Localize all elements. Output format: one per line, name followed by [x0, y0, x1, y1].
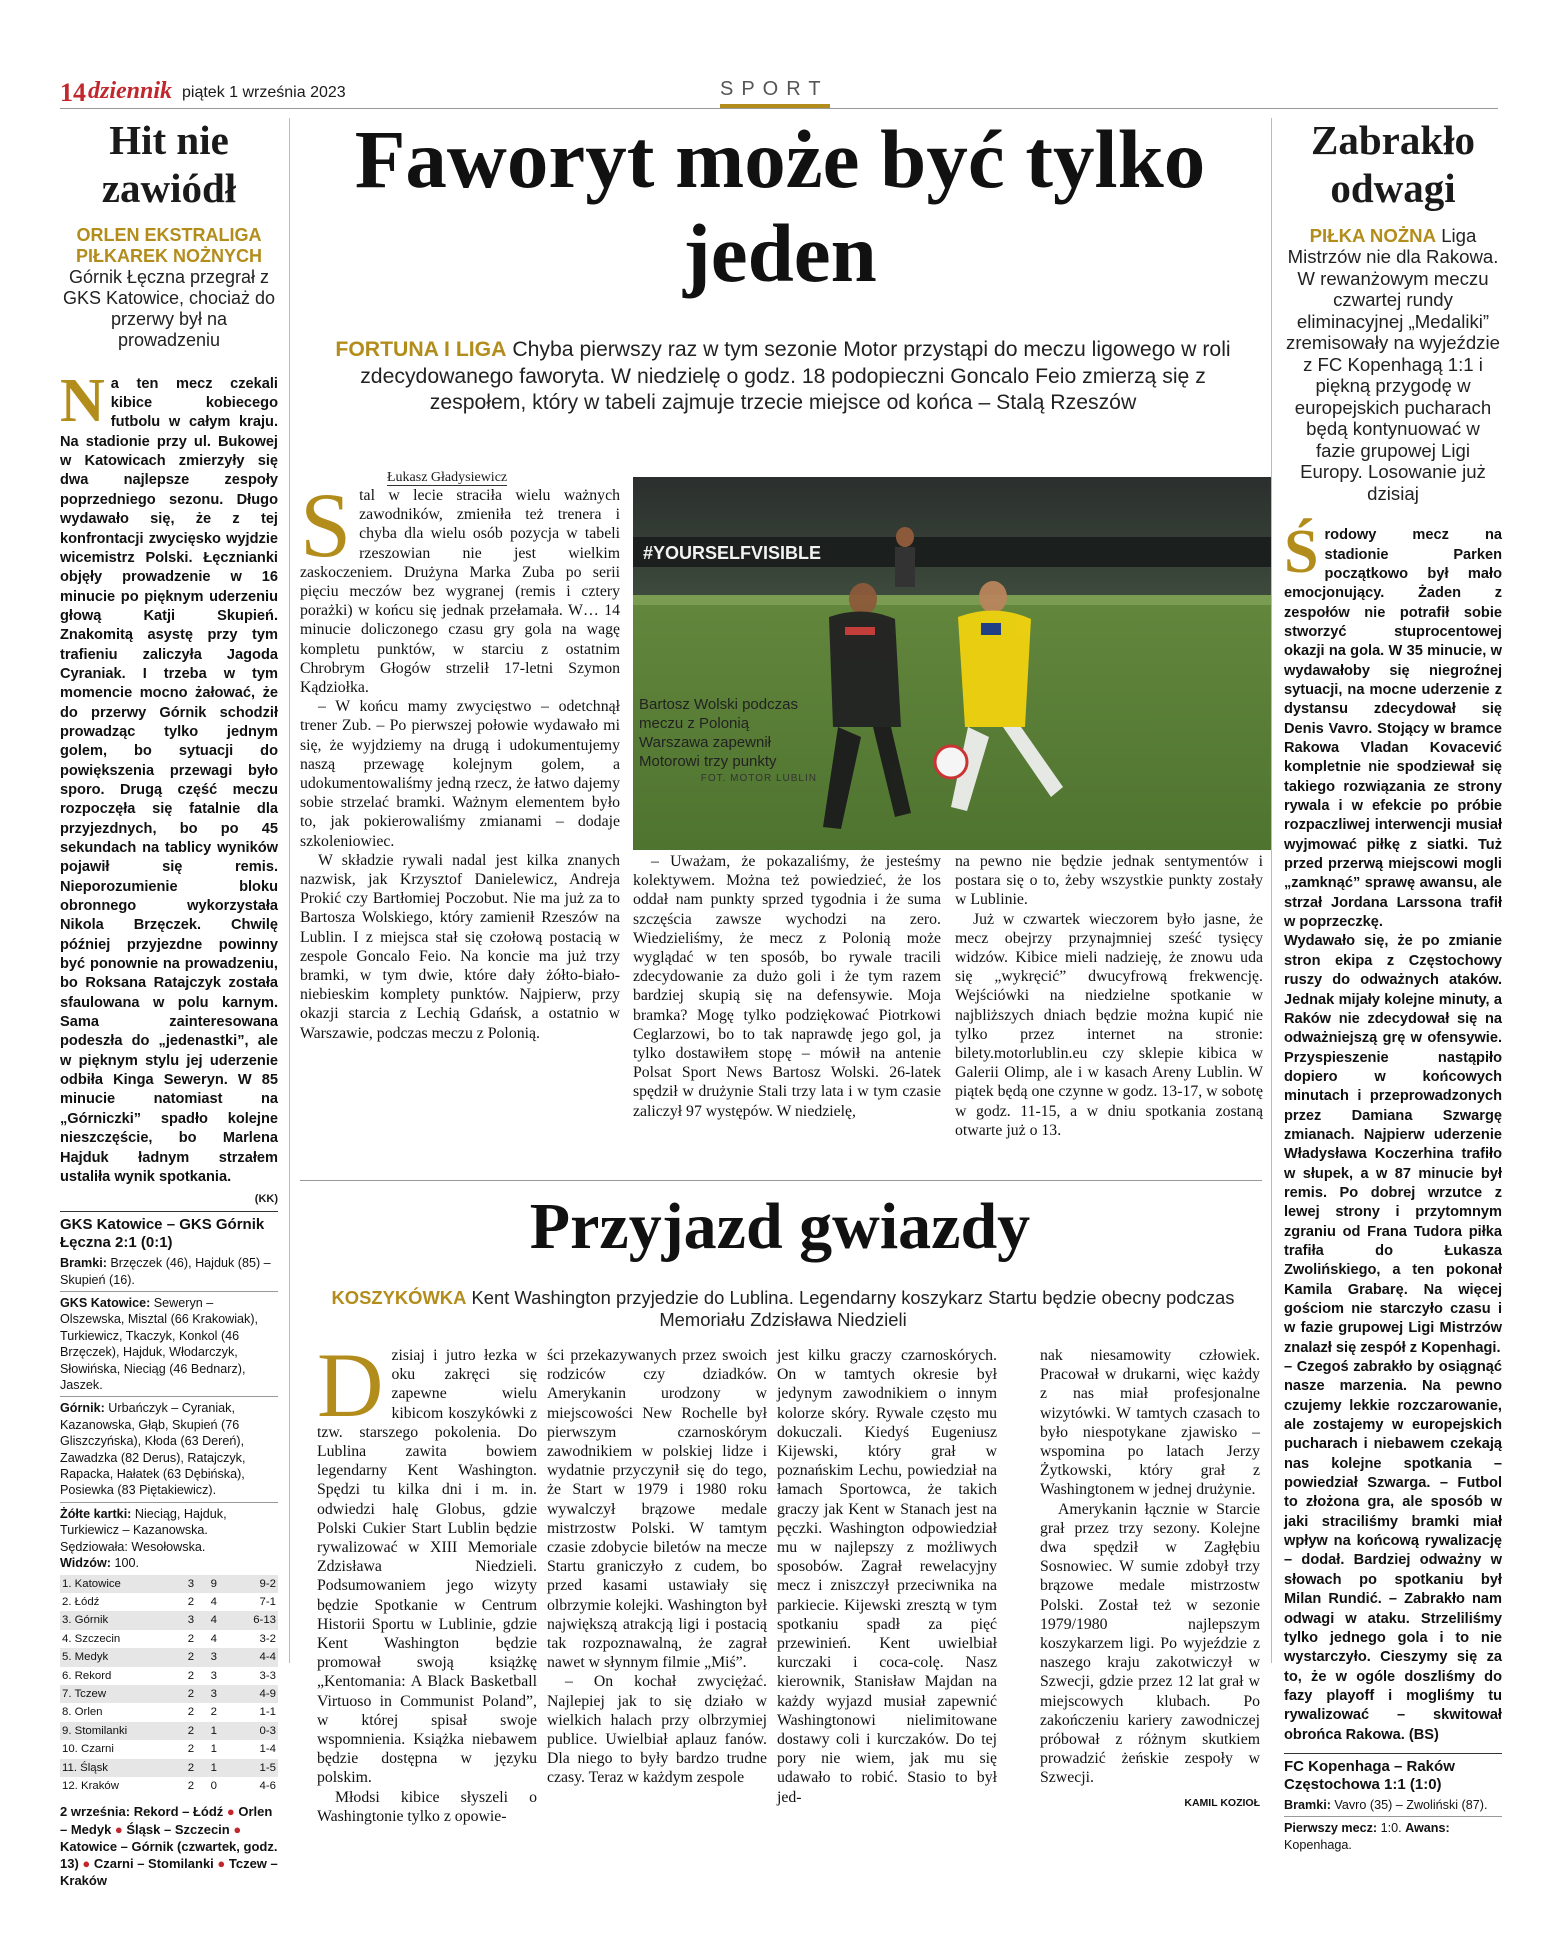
goals-cell: 9-2	[219, 1575, 278, 1593]
points-cell: 4	[210, 1595, 217, 1608]
right-column-divider	[1271, 118, 1272, 1663]
main-col-2: – Uważam, że pokazaliśmy, że jesteśmy kolektywem. Można też powiedzieć, że los oddał nam punkty sprzed tygodnia i że suma szczęścia zawsze wychodzi na zero. Wiedzieliśmy, że mecz z Polonią może wyglądać w ten sposób, bo rywale tracili zdecydowanie za dużo goli i że tym razem bardziej skupią się na defensywie. Moja bramka? Mogę tylko podziękować Piotrkowi Ceglarzowi, bo to tak naprawdę jego gol, ja tylko dostawiłem stopę – mówił na antenie Polsat Sport News Bartosz Wolski. 26-latek spędził w drużynie Stali trzy lata i w tym czasie zaliczył 97 występów. W niedzielę,	[633, 853, 941, 1120]
table-row	[60, 1630, 278, 1648]
left-team2: Górnik: Urbańczyk – Cyraniak, Kazanowska, Głąb, Skupień (76 Gliszczyńska), Kłoda (63 Dereń), Zawadzka (82 Derus), Ratajczyk, Rapacka, Hałatek (63 Dębińska), Posiewka (83 Piętakiewicz).	[60, 1401, 246, 1498]
played-cell: 2	[187, 1779, 195, 1792]
stadium-banner: #YOURSELFVISIBLE	[643, 543, 822, 563]
left-article	[60, 116, 278, 1889]
played-cell: 2	[187, 1595, 195, 1608]
right-lead: PIŁKA NOŻNA Liga Mistrzów nie dla Rakowa. W rewanżowym meczu czwartej rundy eliminacyjnej „Medaliki” zremisowały na wyjeździe z FC Kopenhagą 1:1 i piękną przygodę w europejskich pucharach będą kontynuować w fazie grupowej Ligi Europy. Losowanie już dzisiaj	[1286, 224, 1500, 504]
played-cell: 2	[173, 1648, 196, 1666]
played-cell: 2	[187, 1632, 195, 1645]
match-photo	[633, 477, 1271, 850]
table-row	[60, 1575, 278, 1593]
played-cell: 3	[173, 1575, 196, 1593]
team-cell: 4. Szczecin	[62, 1632, 121, 1645]
right-body-3: – Czegoś zabrakło by osiągnąć nasze marzenia. Na pewno czujemy lekkie rozczarowanie, ale zostajemy w europejskich pucharach i niebawem czekają nas kolejne spotkania – powiedział Szwarga. – Futbol to złożona gra, ale sposób w jaki straciliśmy bramki miał wpływ na końcową rywalizację – dodał. Bardziej odważny w słowach po spotkaniu był Milan Rundić. – Zabrakło nam odwagi w ataku. Strzeliliśmy tylko jednego gola i to nie wystarczyło. Cieszymy się za to, że w ogóle doszliśmy do fazy playoff i mogliśmy tu rywalizować – skwitował obrońca Rakowa. (BS)	[1284, 1359, 1502, 1743]
points-cell: 4	[196, 1611, 219, 1629]
basket-col-4: nak niesamowity człowiek. Pracował w drukarni, więc każdy z nas miał profesjonalne wizytówki. W tamtych czasach to było niespotykane zjawisko – wspomina po latach Jerzy Żytkowski, który grał z Washingtonem w jednej drużynie. Amerykanin łącznie w Starcie grał przez trzy sezony. Kolejne dwa spędził w Zagłębiu Sosnowiec. W sumie zdobył trzy brązowe medale mistrzostw Polski. Został też w sezonie 1979/1980 najlepszym koszykarzem ligi. Po wyjeździe z naszego kraju zakotwiczył w Szwecji, gdzie przez 12 lat grał w miejscowych klubach. Po zakończeniu kariery zawodniczej próbował z różnym skutkiem prowadzić żeńskie zespoły w Szwecji. KAMIL KOZIOŁ	[1040, 1346, 1260, 1813]
left-result-title: GKS Katowice – GKS Górnik Łęczna 2:1 (0:1)	[60, 1216, 265, 1252]
team-cell: 3. Górnik	[60, 1611, 173, 1629]
team-cell: 11. Śląsk	[60, 1759, 173, 1777]
table-row	[60, 1759, 278, 1777]
left-signature: (KK)	[254, 1193, 278, 1206]
table-row	[60, 1722, 278, 1740]
points-cell: 2	[210, 1706, 217, 1719]
played-cell: 2	[173, 1685, 196, 1703]
photo-caption: Bartosz Wolski podczas meczu z Polonią Warszawa zapewnił Motorowi trzy punkty	[639, 696, 798, 770]
photo-credit: FOT. MOTOR LUBLIN	[700, 773, 817, 784]
table-row	[60, 1611, 278, 1629]
points-cell: 3	[210, 1669, 217, 1682]
page-header	[60, 78, 1498, 107]
right-goals: Bramki: Vavro (35) – Zwoliński (87).	[1284, 1797, 1488, 1812]
team-cell: 10. Czarni	[62, 1743, 114, 1756]
goals-cell: 7-1	[259, 1595, 276, 1608]
goals-cell: 4-4	[219, 1648, 278, 1666]
main-headline: Faworyt może być tylko jeden	[354, 113, 1206, 299]
left-drop-cap: N	[60, 366, 105, 435]
played-cell: 2	[173, 1722, 196, 1740]
right-headline: Zabrakło odwagi	[1310, 117, 1476, 212]
points-cell: 1	[196, 1722, 219, 1740]
table-row	[60, 1777, 278, 1795]
fixture-item: Orlen – Medyk	[60, 1804, 273, 1837]
basket-headline: Przyjazd gwiazdy	[529, 1190, 1031, 1263]
bullet-icon: ●	[213, 1855, 229, 1871]
table-row	[60, 1740, 278, 1758]
basket-signature: KAMIL KOZIOŁ	[1184, 1796, 1260, 1809]
left-body: Na ten mecz czekali kibice kobiecego futbolu w całym kraju. Na stadionie przy ul. Bukowej w Katowicach zmierzyły się dwa najlepsze zespoły poprzedniego sezonu. Długo wydawało się, że z tej konfrontacji zwycięsko wyjdzie wicemistrz Polski. Łęcznianki objęły prowadzenie w 16 minucie po pięknym uderzeniu głową Katji Skupień. Znakomitą asystę przy tym trafieniu zaliczyła Jagoda Cyraniak. I trzeba w tym momencie mocno żałować, że do przerwy Górnik schodził prowadząc tylko jednym golem, bo sytuacji do powiększenia przewagi było sporo. Drugą część meczu rozpoczęła się fatalnie dla przyjezdnych, bo po 45 sekundach na tablicy wyników pojawił się remis. Nieporozumienie bloku obronnego wykorzystała Nikola Brzęczek. Chwilę później przyjezdne powinny być ponownie na prowadzeniu, bo Roksana Ratajczyk została sfaulowana w polu karnym. Sama zainteresowana podeszła do „jedenastki”, ale w pięknym stylu jej uderzenie odbiła Kinga Seweryn. W 85 minucie natomiast na „Górniczki” spadło kolejne nieszczęście, bo Marlena Hajduk ładnym strzałem ustaliła wynik spotkania.	[60, 366, 278, 1185]
fixture-item: Czarni – Stomilanki	[93, 1855, 214, 1871]
goals-cell: 4-6	[259, 1779, 276, 1792]
bullet-icon: ●	[78, 1855, 94, 1871]
goals-cell: 3-3	[259, 1669, 276, 1682]
fixture-item: Tczew – Kraków	[60, 1855, 278, 1889]
left-headline: Hit nie zawiódł	[101, 117, 237, 212]
played-cell: 2	[187, 1743, 195, 1756]
fixture-item: Katowice – Górnik (czwartek, godz. 13)	[60, 1838, 278, 1871]
right-article	[1284, 116, 1502, 1853]
played-cell: 2	[187, 1669, 195, 1682]
fixtures: 2 września: Rekord – Łódź ● Orlen – Medyk ● Śląsk – Szczecin ● Katowice – Górnik (czwartek, godz. 13) ● Czarni – Stomilanki ● Tczew – Kraków	[60, 1804, 278, 1889]
goals-cell: 1-5	[219, 1759, 278, 1777]
main-lead: FORTUNA I LIGA Chyba pierwszy raz w tym sezonie Motor przystąpi do meczu ligowego w roli zdecydowanego faworyta. W niedzielę o godz. 18 podopieczni Goncalo Feio zmierzą się z zespołem, który w tabeli zajmuje trzecie miejsce od końca – Stalą Rzeszów	[335, 338, 1231, 414]
team-cell: 1. Katowice	[60, 1575, 173, 1593]
fixture-item: Śląsk – Szczecin	[126, 1821, 230, 1837]
team-cell: 6. Rekord	[62, 1669, 112, 1682]
team-cell: 12. Kraków	[62, 1779, 119, 1792]
league-table	[60, 1575, 278, 1796]
basket-col-3: jest kilku graczy czarnoskórych. On w tamtych okresie był jedynym zawodnikiem o innym kolorze skóry. Rywale często mu dokuczali. Kiedyś Eugeniusz Kijewski, który grał w poznańskim Lechu, powiedział na łamach Sportowca, że takich graczy jak Kent w Stanach jest na pęczki. Washington odpowiedział mu w najlepszy z możliwych sposobów. Zagrał rewelacyjny mecz i zniszczył przeciwnika na parkiecie. Kijewski zresztą w tym spotkaniu spadł za pięć przewinień. Kent uwielbiał kurczaki i coca-colę. Nasz kierownik, Stanisław Majdan na każdy wyjazd musiał zapewnić Washingtonowi nielimitowane dostawy coli i kurczaków. Do tej pory nie wiem, jak mu się udawało to robić. Stasio to był jed-	[777, 1347, 997, 1806]
basket-col-2: ści przekazywanych przez swoich rodziców czy dziadków. Amerykanin urodzony w miejscowości New Rochelle był pierwszym czarnoskórym zawodnikiem w polskiej lidze i wydatnie przyczynił się do tego, że Start w 1979 i 1980 roku wywalczył brązowe medale mistrzostw Polski. W tamtym czasie zdobycie biletów na mecze Startu graniczyło z cudem, bo przed kasami ustawiały się olbrzymie kolejki. Washington był największą atrakcją ligi i postacią tak rozpoznawalną, że zagrał nawet w słynnym filmie „Miś”. – On kochał zwyciężać. Najlepiej jak to się działo w wielkich halach przy olbrzymiej publice. Uwielbiał aplauz fanów. Dla niego to były bardzo trudne czasy. Teraz w każdym zespole	[547, 1347, 767, 1787]
points-cell: 4	[210, 1632, 217, 1645]
team-cell: 5. Medyk	[60, 1648, 173, 1666]
points-cell: 0	[210, 1779, 217, 1792]
main-drop-cap: S	[300, 474, 352, 576]
header-rule	[60, 108, 1498, 109]
brand-logo: dziennik	[88, 78, 173, 104]
table-row	[60, 1703, 278, 1721]
team-cell: 8. Orlen	[62, 1706, 103, 1719]
right-drop-cap: Ś	[1284, 518, 1319, 587]
photo-caption-box	[633, 689, 823, 790]
played-cell: 3	[173, 1611, 196, 1629]
bullet-icon: ●	[229, 1821, 242, 1837]
played-cell: 2	[187, 1706, 195, 1719]
table-row	[60, 1648, 278, 1666]
points-cell: 1	[210, 1743, 217, 1756]
goals-cell: 4-9	[219, 1685, 278, 1703]
right-kicker: PIŁKA NOŻNA	[1309, 224, 1437, 246]
basket-kicker: KOSZYKÓWKA	[331, 1287, 467, 1308]
table-row	[60, 1685, 278, 1703]
main-col-3: na pewno nie będzie jednak sentymentów i postara się o to, żeby wszystkie punkty zostały w Lublinie. Już w czwartek wieczorem było jasne, że mecz obejrzy przynajmniej sześć tysięcy widzów. Kibice mieli nadzieję, że znowu uda się „wykręcić” dwucyfrową frekwencję. Wejściówki na niedzielne spotkanie w najbliższych dniach będzie można kupić nie tylko przez internet na stronie: bilety.motorlublin.eu czy sklepie kibica w Galerii Olimp, ale i w kasach Areny Lublin. W piątek będą one czynne w godz. 13-17, w sobotę w godz. 11-15, a w dniu spotkania zostaną otwarte już o 13.	[955, 853, 1263, 1139]
team-cell: 2. Łódź	[62, 1595, 100, 1608]
goals-cell: 3-2	[259, 1632, 276, 1645]
basket-lead: KOSZYKÓWKA Kent Washington przyjedzie do Lublina. Legendarny koszykarz Startu będzie obecny podczas Memoriału Zdzisława Niedzieli	[331, 1287, 1235, 1330]
right-body: Środowy mecz na stadionie Parken początkowo był mało emocjonujący. Żaden z zespołów nie potrafił sobie stworzyć stuprocentowej okazji na gola. W 35 minucie, w wydawałoby się niegroźnej sytuacji, na mocne uderzenie z dystansu zdecydował się Denis Vavro. Stojący w bramce Rakowa Vladan Kovacević kompletnie nie spodziewał się takiego rozwiązania ze strony rywala i w efekcie po próbie rozpaczliwej interwencji musiał wyjmować piłkę z siatki. Tuż przed przerwą miejscowi mogli „zamknąć” sprawę awansu, ale strzał Jordana Larssona trafił w poprzeczkę.	[1284, 518, 1502, 931]
points-cell: 1	[196, 1759, 219, 1777]
played-cell: 2	[173, 1759, 196, 1777]
points-cell: 3	[196, 1685, 219, 1703]
points-cell: 3	[196, 1648, 219, 1666]
team-cell: 7. Tczew	[60, 1685, 173, 1703]
main-kicker: FORTUNA I LIGA	[335, 338, 507, 361]
table-row	[60, 1593, 278, 1611]
bullet-icon: ●	[223, 1804, 239, 1820]
bullet-icon: ●	[111, 1821, 127, 1837]
goals-cell: 0-3	[219, 1722, 278, 1740]
basket-col-1: Dzisiaj i jutro łezka w oku zakręci się zapewne wielu kibicom koszykówki z tzw. starszego pokolenia. Do Lublina zawita bowiem legendarny Kent Washington. Spędzi tu kilka dni i m. in. odwiedzi halę Globus, gdzie Polski Cukier Start Lublin będzie rywalizować w XIII Memoriale Zdzisława Niedzieli. Podsumowaniem jego wizyty będzie Spotkanie w Centrum Historii Sportu w Lublinie, gdzie Kent Washington będzie promował swoją książkę „Kentomania: A Black Basketball Virtuoso in Communist Poland”, w której spisał swoje wspomnienia. Książka niebawem będzie dostępna w języku polskim. Młodsi kibice słyszeli o Washingtonie tylko z opowie-	[317, 1334, 537, 1825]
left-cards: Żółte kartki: Nieciąg, Hajduk, Turkiewicz – Kazanowska. Sędziowała: Wesołowska.	[60, 1506, 227, 1554]
left-team1: GKS Katowice: Seweryn – Olszewska, Misztal (66 Krakowiak), Turkiewicz, Tkaczyk, Konkol (46 Brzęczek), Hajduk, Włodarczyk, Słowińska, Nieciąg (46 Bednarz), Jaszek.	[60, 1296, 259, 1393]
main-author: Łukasz Gładysiewicz	[387, 470, 508, 485]
left-crowd: Widzów: 100.	[60, 1556, 139, 1571]
main-col-1: Stal w lecie straciła wielu ważnych zawodników, zmieniła też trenera i chyba dla wielu osób pozycja w tabeli rzeszowian nie jest wielkim zaskoczeniem. Drużyna Marka Zuba po serii pięciu meczów bez wygranej (remis i cztery porażki) w końcu się jednak przełamała. W… 14 minucie doliczonego czasu gry gola na wagę kompletu punktów, w starciu z ostatnim Chrobrym Głogów strzelił 17-letni Szymon Kądziołka. – W końcu mamy zwycięstwo – odetchnął trener Zub. – Po pierwszej połowie wydawało mi się, że wyjdziemy na drugą i udokumentujemy naszą przewagę kolejnym golem, a udokumentowaliśmy jedną rzecz, że łatwo dajemy sobie strzelać bramki. Ważnym elementem było to, jak pokierowaliśmy zmianami – dodaje szkoleniowiec. W składzie rywali nadal jest kilka znanych nazwisk, jak Krzysztof Danielewicz, Andreja Prokić czy Bartłomiej Poczobut. Nie ma już za to Bartosza Wolskiego, który zamienił Rzeszów na Lublin. I z miejsca stał się czołową postacią w zespole Goncalo Feio. Na koncie ma już trzy bramki, w tym dwie, które dały żółto-biało-niebieskim komplety punktów. Najpierw, przy okazji starcia z Lechią Gdańsk, a ostatnio w Warszawie, podczas meczu z Polonią.	[300, 474, 620, 1042]
issue-date: piątek 1 września 2023	[182, 84, 346, 101]
right-body-2: Wydawało się, że po zmianie stron ekipa z Częstochowy ruszy do odważnych ataków. Jednak mijały kolejne minuty, a Raków nie zdecydował się na odważniejszą grę w ofensywie. Przyspieszenie nastąpiło dopiero w końcowych minutach i przeprowadzonych przez Damiana Szwargę zmianach. Najpierw uderzenie Władysława Koczerhina trafiło w słupek, a w 87 minucie był remis. Po dobrej wrzutce z lewej strony i przytomnym zgraniu od Frana Tudora piłka trafiła do Łukasza Zwolińskiego, a ten pokonał Kamila Grabarę. Na więcej gościom nie starczyło czasu i w fazie grupowej Ligi Mistrzów znalazł się zespół z Kopenhagi.	[1284, 933, 1502, 1356]
left-result-box	[60, 1216, 278, 1889]
goals-cell: 1-1	[259, 1706, 276, 1719]
match-photo-illustration	[633, 477, 1271, 850]
right-result-box	[1284, 1758, 1502, 1853]
article-divider	[300, 1180, 1262, 1181]
team-cell: 9. Stomilanki	[60, 1722, 173, 1740]
basket-drop-cap: D	[317, 1334, 384, 1436]
page-number: 14	[60, 78, 86, 107]
goals-cell: 6-13	[219, 1611, 278, 1629]
left-lead: Górnik Łęczna przegrał z GKS Katowice, chociaż do przerwy był na prowadzeniu	[62, 266, 276, 350]
section-label: SPORT	[720, 78, 829, 100]
left-kicker: ORLEN EKSTRALIGA PIŁKAREK NOŻNYCH	[75, 224, 262, 266]
left-goals: Bramki: Brzęczek (46), Hajduk (85) – Skupień (16).	[60, 1256, 271, 1287]
right-result-title: FC Kopenhaga – Raków Częstochowa 1:1 (1:0)	[1284, 1757, 1455, 1793]
fixture-item: Rekord – Łódź	[133, 1804, 224, 1820]
right-first-leg: Pierwszy mecz: 1:0. Awans: Kopenhaga.	[1284, 1821, 1450, 1852]
table-row	[60, 1667, 278, 1685]
left-column-divider	[289, 118, 290, 1663]
points-cell: 9	[196, 1575, 219, 1593]
goals-cell: 1-4	[259, 1743, 276, 1756]
